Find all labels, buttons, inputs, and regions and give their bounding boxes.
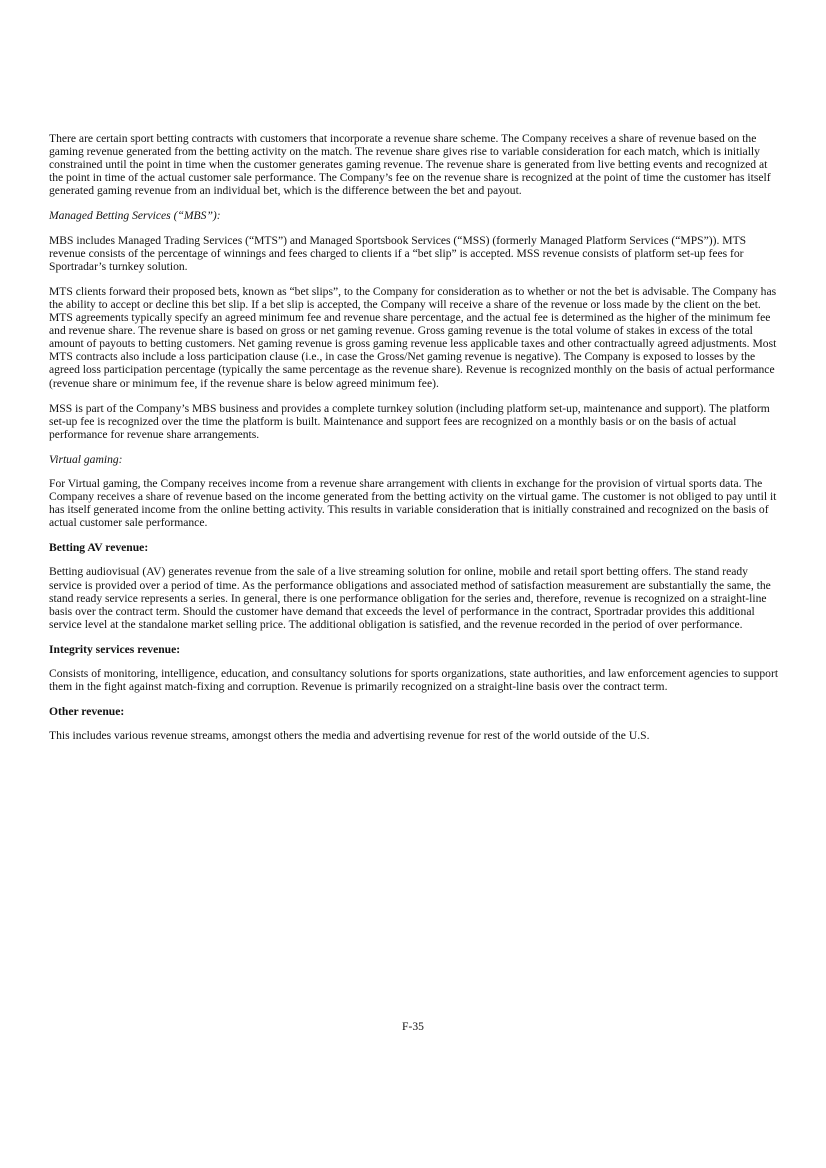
heading-other-revenue: Other revenue: [49, 705, 125, 719]
heading-betting-av-revenue: Betting AV revenue: [49, 541, 149, 555]
paragraph-virtual-gaming: For Virtual gaming, the Company receives income from a revenue share arrangement with clients in exchange for the provision of virtual sports data. The Company receives a share of revenue based on the income generated from the betting activity on the virtual game. The customer is not obliged to pay until it has itself generated income from the online betting activity. This results in variable consideration that is initially constrained and recognized on the basis of actual customer sale performance. [49, 476, 777, 530]
paragraph-betting-av: Betting audiovisual (AV) generates revenue from the sale of a live streaming solution for online, mobile and retail sport betting offers. The stand ready service is provided over a period of time. As the performance obligations and associated method of satisfaction measurement are substantially the same, the stand ready service represents a series. In general, there is one performance obligation for the series and, therefore, revenue is recognized on a straight-line basis over the contract term. Should the customer have demand that exceeds the level of performance in the contract, Sportradar provides this additional service level at the standalone market selling price. The additional obligation is satisfied, and the revenue recorded in the period of over performance. [49, 565, 771, 631]
paragraph-mts-clients: MTS clients forward their proposed bets, known as “bet slips”, to the Company for consideration as to whether or not the bet is advisable. The Company has the ability to accept or decline this bet slip. If a bet slip is accepted, the Company will receive a share of the revenue or loss made by the client on the bet. MTS agreements typically specify an agreed minimum fee and revenue share percentage, and the actual fee is determined as the higher of the minimum fee and revenue share. The revenue share is based on gross or net gaming revenue. Gross gaming revenue is the total volume of stakes in excess of the total amount of payouts to betting customers. Net gaming revenue is gross gaming revenue less applicable taxes and other contractually agreed adjustments. Most MTS contracts also include a loss participation clause (i.e., in case the Gross/Net gaming revenue is negative). The Company is exposed to losses by the agreed loss participation percentage (typically the same percentage as the revenue share). Revenue is recognized monthly on the basis of actual performance (revenue share or minimum fee, if the revenue share is below agreed minimum fee). [49, 284, 777, 390]
paragraph-mbs-overview: MBS includes Managed Trading Services (“MTS”) and Managed Sportsbook Services (“MSS) (formerly Managed Platform Services (“MPS”)). MTS revenue consists of the percentage of winnings and fees charged to clients if a “bet slip” is accepted. MSS revenue consists of platform set-up fees for Sportradar’s turnkey solution. [49, 233, 747, 273]
paragraph-other-revenue: This includes various revenue streams, amongst others the media and advertising revenue for rest of the world outside of the U.S. [49, 729, 650, 743]
heading-integrity-services-revenue: Integrity services revenue: [49, 642, 181, 656]
heading-managed-betting-services: Managed Betting Services (“MBS”): [49, 209, 221, 223]
page-number: F-35 [402, 1020, 424, 1033]
paragraph-mss: MSS is part of the Company’s MBS business and provides a complete turnkey solution (including platform set-up, maintenance and support). The platform set-up fee is recognized over the time the platform is built. Maintenance and support fees are recognized on a monthly basis or on the basis of actual performance for revenue share arrangements. [49, 401, 770, 441]
paragraph-integrity-services: Consists of monitoring, intelligence, education, and consultancy solutions for sports organizations, state authorities, and law enforcement agencies to support them in the fight against match-fixing and corruption. Revenue is primarily recognized on a straight-line basis over the contract term. [49, 667, 779, 694]
heading-virtual-gaming: Virtual gaming: [49, 452, 123, 466]
paragraph-revenue-share: There are certain sport betting contracts with customers that incorporate a revenue share scheme. The Company receives a share of revenue based on the gaming revenue generated from the betting activity on the match. The revenue share gives rise to variable consideration for each match, which is initially constrained until the point in time when the customer generates gaming revenue. The revenue share is generated from live betting events and recognized at the point in time of the actual customer sale performance. The Company’s fee on the revenue share is recognized at the point of time the customer has itself generated gaming revenue from an individual bet, which is the difference between the bet and payout. [49, 132, 771, 198]
document-body [49, 132, 779, 754]
